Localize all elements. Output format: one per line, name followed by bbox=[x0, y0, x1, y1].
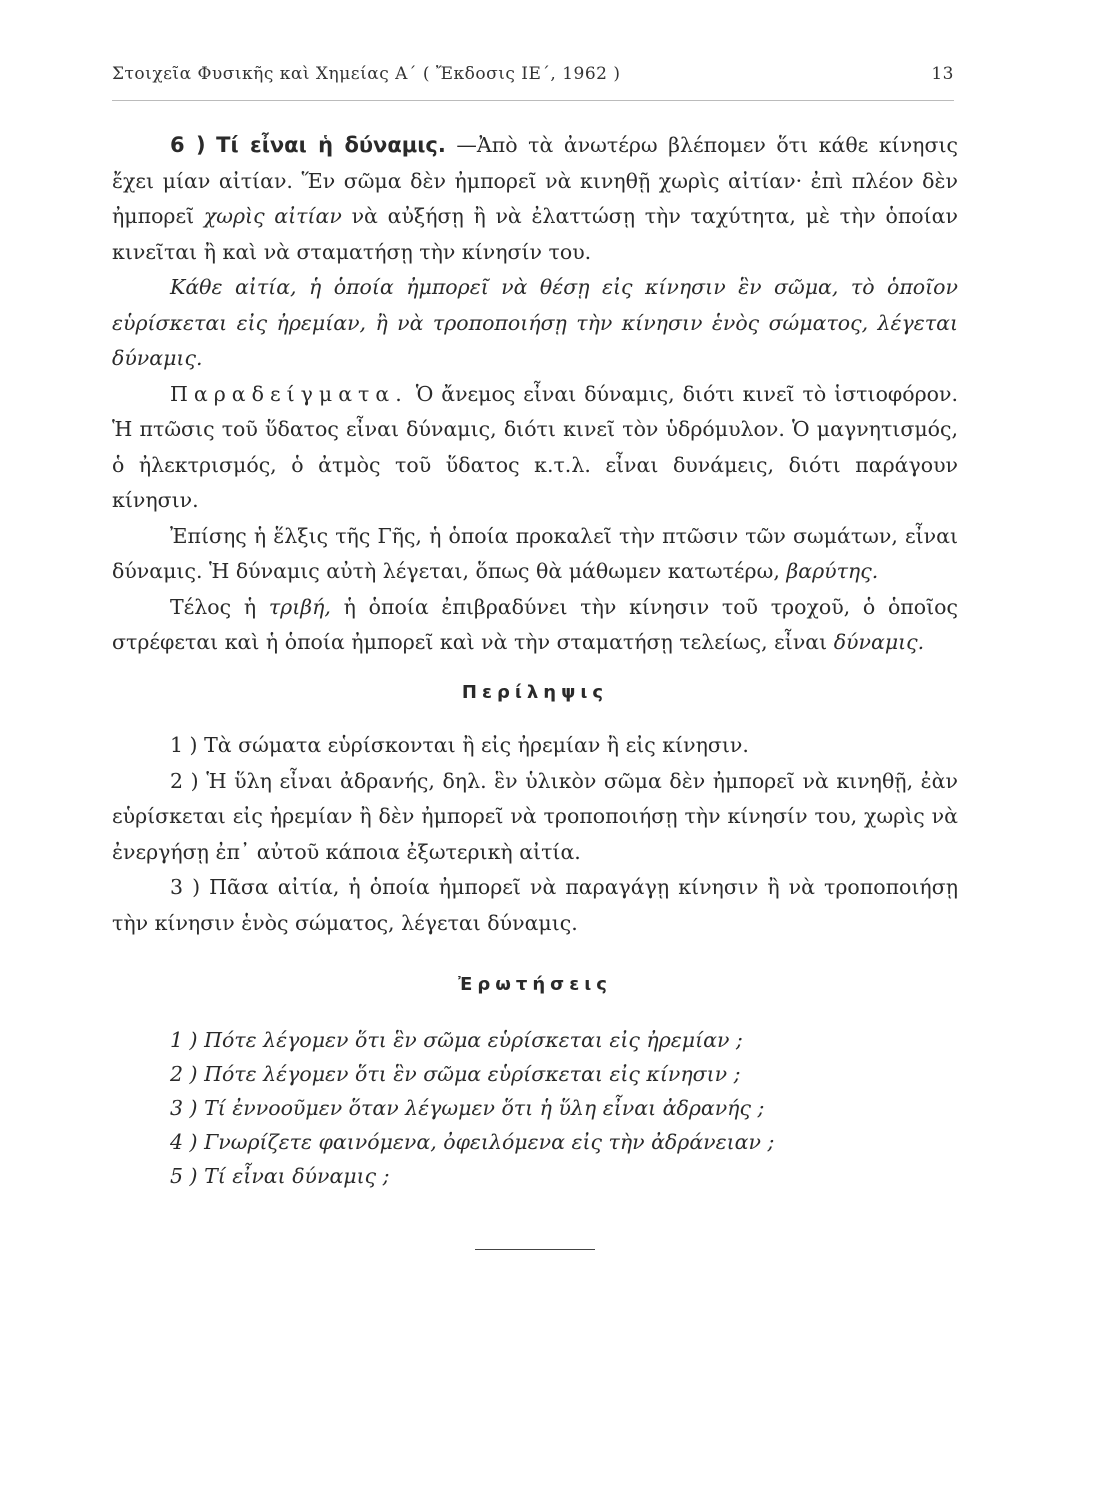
page-number: 13 bbox=[931, 64, 954, 84]
header-rule bbox=[112, 100, 954, 101]
section-intro-italic: χωρὶς αἰτίαν bbox=[203, 204, 342, 228]
gravity-term: βαρύτης. bbox=[786, 559, 879, 583]
section-intro-paragraph bbox=[112, 128, 958, 270]
page-body bbox=[112, 128, 958, 1250]
question-item: 1 ) Πότε λέγομεν ὅτι ἓν σῶμα εὑρίσκεται εἰς ἠρεμίαν ; bbox=[170, 1027, 743, 1052]
end-rule bbox=[475, 1249, 595, 1250]
definition-text: Κάθε αἰτία, ἡ ὁποία ἠμπορεῖ νὰ θέσῃ εἰς κίνησιν ἓν σῶμα, τὸ ὁποῖον εὑρίσκεται εἰς ἠρεμίαν, ἢ νὰ τροποποιήσῃ τὴν κίνησιν ἑνὸς σώματος, λέγεται δύναμις. bbox=[112, 275, 958, 370]
running-header bbox=[112, 64, 954, 84]
examples-label: Παραδείγματα. bbox=[170, 381, 408, 406]
gravity-paragraph bbox=[112, 519, 958, 590]
question-item: 2 ) Πότε λέγομεν ὅτι ἓν σῶμα εὑρίσκεται εἰς κίνησιν ; bbox=[170, 1061, 741, 1086]
examples-text: Ὁ ἄνεμος εἶναι δύναμις, διότι κινεῖ τὸ ἱστιοφόρον. Ἡ πτῶσις τοῦ ὕδατος εἶναι δύναμις, διότι κινεῖ τὸν ὑδρόμυλον. Ὁ μαγνητισμός, ὁ ἠλεκτρισμός, ὁ ἀτμὸς τοῦ ὕδατος κ.τ.λ. εἶναι δυνάμεις, διότι παράγουν κίνησιν. bbox=[112, 381, 958, 512]
question-item: 5 ) Τί εἶναι δύναμις ; bbox=[170, 1163, 390, 1188]
section-intro-rest: νὰ αὐξήσῃ ἢ νὰ ἐλαττώσῃ τὴν ταχύτητα, μὲ τὴν ὁποίαν κινεῖται ἢ καὶ νὰ σταματήσῃ τὴν κίνησίν του. bbox=[112, 204, 958, 264]
friction-term: τριβή, bbox=[268, 594, 331, 619]
running-title: Στοιχεῖα Φυσικῆς καὶ Χημείας Α΄ ( Ἔκδοσις ΙΕ΄, 1962 ) bbox=[112, 64, 621, 84]
friction-text: ἡ ὁποία ἐπιβραδύνει τὴν κίνησιν τοῦ τροχοῦ, ὁ ὁποῖος στρέφεται καὶ ἡ ὁποία ἠμπορεῖ καὶ νὰ τὴν σταματήσῃ τελείως, εἶναι bbox=[112, 594, 958, 654]
friction-pre: Τέλος ἡ bbox=[170, 594, 257, 619]
section-title: Τί εἶναι ἡ δύναμις. bbox=[216, 133, 446, 157]
definition-paragraph bbox=[112, 270, 958, 377]
summary-item: 1 ) Τὰ σώματα εὑρίσκονται ἢ εἰς ἠρεμίαν ἢ εἰς κίνησιν. bbox=[170, 733, 749, 757]
gravity-text: Ἐπίσης ἡ ἕλξις τῆς Γῆς, ἡ ὁποία προκαλεῖ τὴν πτῶσιν τῶν σωμάτων, εἶναι δύναμις. Ἡ δύναμις αὐτὴ λέγεται, ὅπως θὰ μάθωμεν κατωτέρω, bbox=[112, 523, 958, 583]
summary-item: 3 ) Πᾶσα αἰτία, ἡ ὁποία ἠμπορεῖ νὰ παραγάγῃ κίνησιν ἢ νὰ τροποποιήσῃ τὴν κίνησιν ἑνὸς σώματος, λέγεται δύναμις. bbox=[112, 875, 958, 935]
section-number: 6 ) bbox=[170, 133, 206, 157]
friction-end: δύναμις. bbox=[833, 630, 925, 654]
friction-paragraph bbox=[112, 590, 958, 661]
examples-paragraph bbox=[112, 377, 958, 519]
section-intro: —Ἀπὸ τὰ ἀνωτέρω βλέπομεν ὅτι κάθε κίνησις ἔχει μίαν αἰτίαν. Ἕν σῶμα δὲν ἠμπορεῖ νὰ κινηθῇ χωρὶς αἰτίαν· ἐπὶ πλέον δὲν ἠμπορεῖ bbox=[112, 133, 958, 228]
question-item: 3 ) Τί ἐννοοῦμεν ὅταν λέγωμεν ὅτι ἡ ὕλη εἶναι ἀδρανής ; bbox=[170, 1095, 765, 1120]
question-item: 4 ) Γνωρίζετε φαινόμενα, ὀφειλόμενα εἰς τὴν ἀδράνειαν ; bbox=[170, 1129, 775, 1154]
questions-heading: Ἐρωτήσεις bbox=[458, 974, 612, 995]
summary-item: 2 ) Ἡ ὕλη εἶναι ἀδρανής, δηλ. ἓν ὑλικὸν σῶμα δὲν ἠμπορεῖ νὰ κινηθῇ, ἐὰν εὑρίσκεται εἰς ἠρεμίαν ἢ δὲν ἠμπορεῖ νὰ τροποποιήσῃ τὴν κίνησίν του, χωρὶς νὰ ἐνεργήσῃ ἐπ᾿ αὐτοῦ κάποια ἐξωτερικὴ αἰτία. bbox=[112, 768, 958, 864]
summary-heading: Περίληψις bbox=[461, 681, 609, 703]
